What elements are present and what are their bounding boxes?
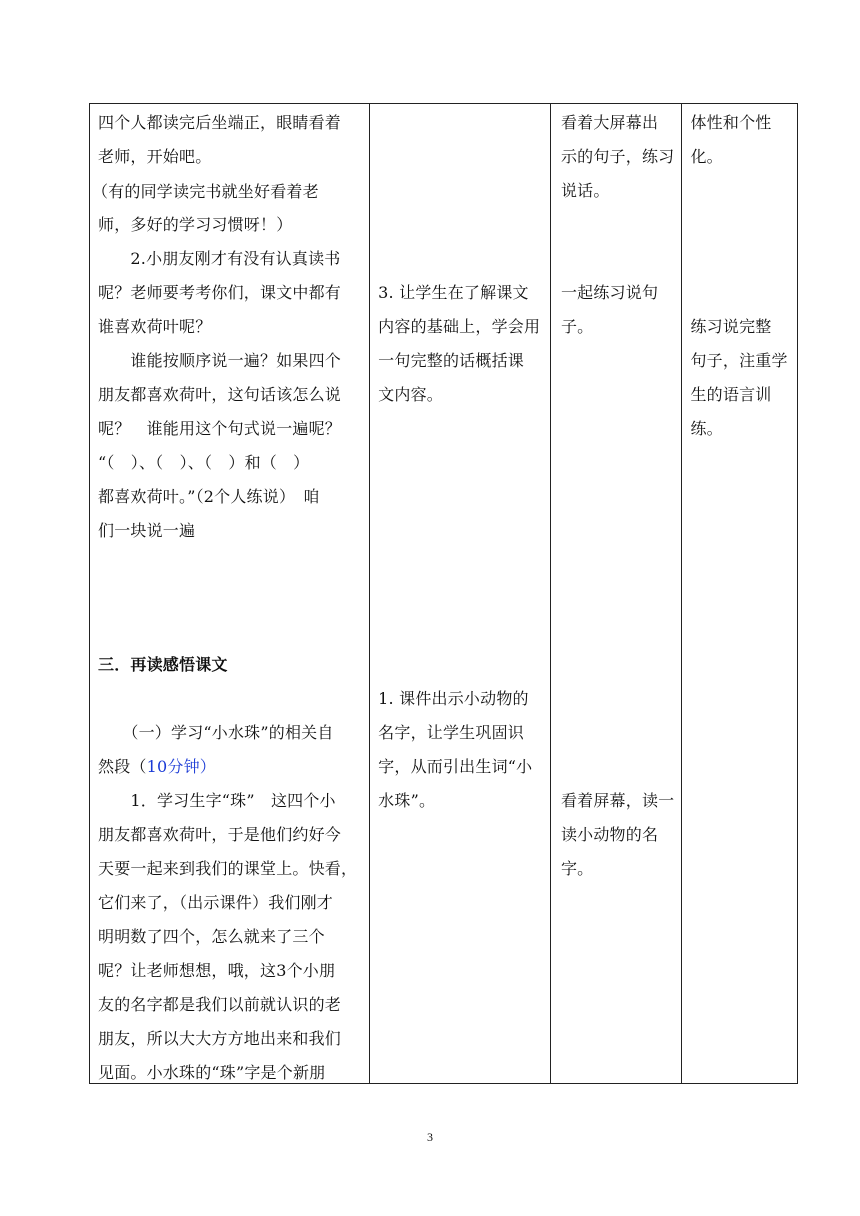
text-line: 内容的基础上，学会用: [378, 317, 541, 336]
text-line: 明明数了四个，怎么就来了三个: [98, 927, 325, 946]
text-line: 水珠”。: [378, 791, 436, 810]
text-line: 文内容。: [378, 385, 443, 404]
text-line: 四个人都读完后坐端正，眼睛看着: [98, 113, 342, 132]
text-line: 呢？ 谁能用这个句式说一遍呢？: [98, 419, 342, 438]
page-number: 3: [427, 1130, 433, 1144]
text-line: 见面。小水珠的“珠”字是个新朋: [98, 1063, 326, 1082]
text-line: 呢？让老师想想，哦，这3个小朋: [98, 961, 336, 980]
text-line: 朋友都喜欢荷叶，于是他们约好今: [98, 825, 342, 844]
student-activity-cell: [550, 104, 682, 1084]
text-line: 2.小朋友刚才有没有认真读书: [98, 249, 341, 268]
text-line: （有的同学读完书就坐好看着老: [92, 182, 319, 201]
text-line: （一）学习“小水珠”的相关自: [98, 723, 334, 742]
text-line: 体性和个性: [690, 113, 772, 132]
section-heading: 三．再读感悟课文: [98, 655, 228, 674]
text-line: 朋友都喜欢荷叶，这句话该怎么说: [98, 385, 342, 404]
text-line: 练。: [690, 419, 723, 438]
text-line: 字，从而引出生词“小: [378, 757, 533, 776]
text-line: 谁喜欢荷叶呢？: [98, 317, 212, 336]
text-line: 1．学习生字“珠” 这四个小: [98, 791, 336, 810]
text-line: 老师，开始吧。: [98, 147, 212, 166]
text-line: 呢？老师要考考你们，课文中都有: [98, 283, 342, 302]
text-line: 练习说完整: [690, 317, 772, 336]
text-line: 一起练习说句: [560, 283, 659, 302]
text-line: 们一块说一遍: [98, 521, 196, 540]
text-line: 字。: [560, 859, 594, 878]
text-line: 看着大屏幕出: [560, 113, 659, 132]
text-line: 友的名字都是我们以前就认识的老: [98, 995, 342, 1014]
text-line: 然段（10分钟）: [98, 757, 216, 776]
text-line: 化。: [690, 147, 723, 166]
text-line: “（ ）、（ ）、（ ）和（ ）: [98, 453, 310, 472]
text-line: 1. 课件出示小动物的: [378, 689, 529, 708]
text-line: 句子，注重学: [690, 351, 788, 370]
lesson-plan-table: [89, 103, 798, 1084]
text-line: 谁能按顺序说一遍？如果四个: [98, 351, 342, 370]
text-line: 生的语言训: [690, 385, 772, 404]
text-line: 师，多好的学习习惯呀！）: [98, 215, 293, 234]
text-line: 示的句子，练习: [560, 147, 675, 166]
text-line: 子。: [560, 317, 594, 336]
text-line: 名字，让学生巩固识: [378, 723, 524, 742]
duration-note: 10分钟: [146, 757, 200, 776]
table-row: [90, 104, 798, 1084]
text-line: 说话。: [560, 181, 610, 200]
text-line: 它们来了，（出示课件）我们刚才: [98, 893, 334, 912]
text-line: 看着屏幕，读一: [560, 791, 675, 810]
text-line: 3. 让学生在了解课文: [378, 283, 529, 302]
text-line: 一句完整的话概括课: [378, 351, 524, 370]
text-line: 朋友，所以大大方方地出来和我们: [98, 1029, 342, 1048]
text-line: 读小动物的名: [560, 825, 659, 844]
teaching-process-cell: [90, 104, 370, 1084]
design-intent-cell: [370, 104, 551, 1084]
text-line: 都喜欢荷叶。”（2个人练说） 咱: [98, 487, 320, 506]
notes-cell: [682, 104, 798, 1084]
text-line: 天要一起来到我们的课堂上。快看，: [98, 859, 358, 878]
